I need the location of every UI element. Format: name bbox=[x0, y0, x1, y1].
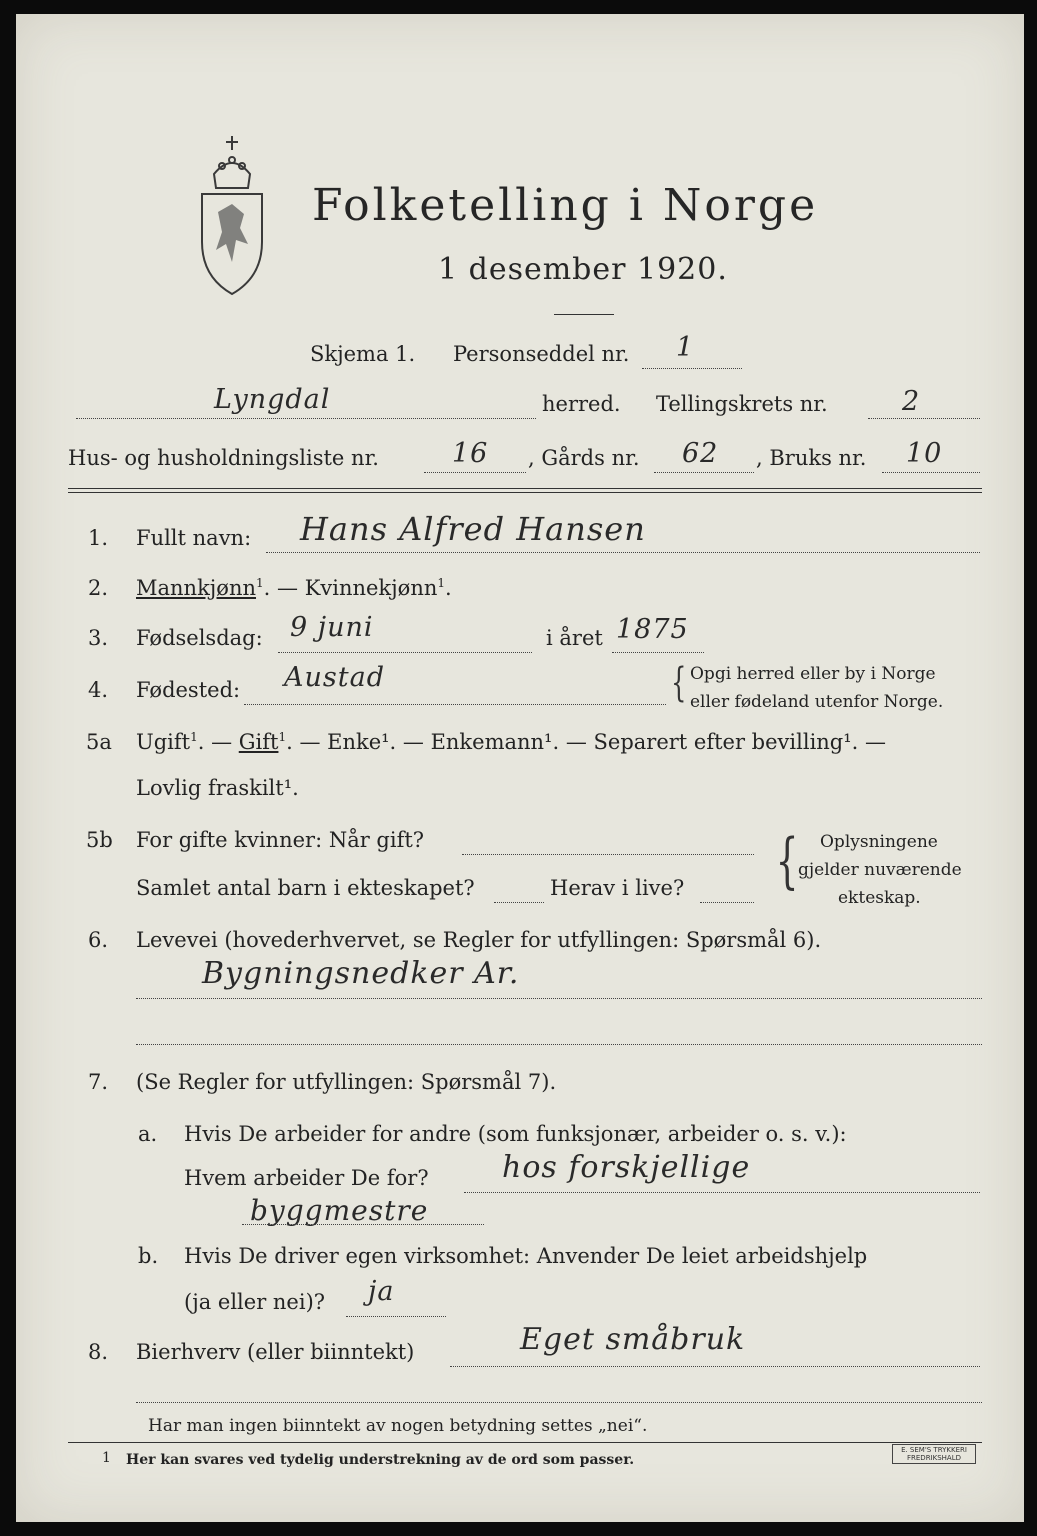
q7b-question: (ja eller nei)? bbox=[184, 1290, 326, 1314]
q7a-question: Hvem arbeider De for? bbox=[184, 1166, 429, 1190]
q1-label: Fullt navn: bbox=[136, 526, 252, 550]
bruks-label: , Bruks nr. bbox=[756, 446, 867, 470]
q5b-note-1: Oplysningene bbox=[820, 832, 938, 852]
birthplace-value: Austad bbox=[284, 662, 385, 693]
footnote-text: Her kan svares ved tydelig understrekning av de ord som passer. bbox=[126, 1452, 635, 1468]
q4-label: Fødested: bbox=[136, 678, 241, 702]
gards-value: 62 bbox=[682, 438, 719, 469]
census-form-page: Folketelling i Norge 1 desember 1920. Skjema 1. Personseddel nr. 1 Lyngdal herred. Tellingskrets nr. 2 Hus- og husholdningsliste nr. 16 , Gårds nr. 62 , Bruks nr. 10 1. Fullt navn: Hans Alfred Hansen 2. Mannkjønn$^1$. — Kvinnekjønn$^1$. 3. Fødselsdag: 9 juni i året 1875 4. Fødested: Austad { Opgi herred eller by i Norge eller fødeland utenfor Norge. 5a Ugift$^1$. — Gift$^1$. — Enke¹. — Enkemann¹. — Separert efter bevilling¹. — Lovlig fraskilt¹. 5b For gifte kvinner: Når gift? Samlet antal barn i ekteskapet? Herav i live? { Oplysningene gjelder nuværende ekteskap. 6. Levevei (hovederhvervet, se Regler for utfyllingen: Spørsmål 6). Bygningsnedker Ar. 7. (Se Regler for utfyllingen: Spørsmål 7). a. Hvis De arbeider for andre (som funksjonær, arbeider o. s. v.): Hvem arbeider De for? hos forskjellige byggmestre b. Hvis De driver egen virksomhet: Anvender De leiet arbeidshjelp (ja eller nei)? ja 8. Bierhverv (eller biinntekt) Eget småbruk Har man ingen biinntekt av nogen betydning settes „nei“. 1 Her kan svares ved tydelig understrekning av de ord som passer. E. SEM'S TRYKKERI FREDRIKSHALD bbox=[16, 14, 1024, 1522]
marital-status-options: Ugift$^1$. — Gift$^1$. — Enke¹. — Enkemann¹. — Separert efter bevilling¹. — bbox=[136, 730, 887, 754]
birthplace-note-1: Opgi herred eller by i Norge bbox=[690, 664, 936, 684]
schema-label: Skjema 1. bbox=[310, 342, 416, 366]
herred-value: Lyngdal bbox=[214, 384, 331, 415]
q6-number: 6. bbox=[88, 928, 109, 952]
q5b-note-3: ekteskap. bbox=[838, 888, 921, 908]
footer-note: Har man ingen biinntekt av nogen betydning settes „nei“. bbox=[148, 1416, 648, 1436]
gender-options: Mannkjønn$^1$. — Kvinnekjønn$^1$. bbox=[136, 576, 452, 600]
status-ugift: Ugift bbox=[136, 730, 191, 754]
q7b-text: Hvis De driver egen virksomhet: Anvender De leiet arbeidshjelp bbox=[184, 1244, 868, 1268]
printer-stamp: E. SEM'S TRYKKERI FREDRIKSHALD bbox=[892, 1444, 976, 1464]
q3-label: Fødselsdag: bbox=[136, 626, 263, 650]
q2-number: 2. bbox=[88, 576, 109, 600]
birthplace-note-2: eller fødeland utenfor Norge. bbox=[690, 692, 944, 712]
household-list-value: 16 bbox=[452, 438, 489, 469]
employer-value-1: hos forskjellige bbox=[502, 1150, 751, 1185]
full-name-value: Hans Alfred Hansen bbox=[300, 510, 646, 548]
year-label: i året bbox=[546, 626, 603, 650]
gender-female: Kvinnekjønn bbox=[304, 576, 438, 600]
footer-divider bbox=[68, 1442, 982, 1443]
q5b-children-label: Samlet antal barn i ekteskapet? bbox=[136, 876, 475, 900]
tellingskrets-label: Tellingskrets nr. bbox=[656, 392, 828, 416]
personseddel-value: 1 bbox=[676, 332, 695, 363]
q7a-letter: a. bbox=[138, 1122, 158, 1146]
title-divider bbox=[554, 314, 614, 315]
employer-value-2: byggmestre bbox=[250, 1194, 429, 1227]
footnote-mark: 1 bbox=[102, 1450, 111, 1466]
census-date: 1 desember 1920. bbox=[438, 252, 728, 287]
q5a-number: 5a bbox=[86, 730, 112, 754]
birthday-value: 9 juni bbox=[290, 612, 374, 643]
coat-of-arms-icon bbox=[192, 132, 272, 302]
q1-number: 1. bbox=[88, 526, 109, 550]
q7-label: (Se Regler for utfyllingen: Spørsmål 7). bbox=[136, 1070, 557, 1094]
household-list-label: Hus- og husholdningsliste nr. bbox=[68, 446, 379, 470]
q5b-when-married-label: For gifte kvinner: Når gift? bbox=[136, 828, 425, 852]
q7-number: 7. bbox=[88, 1070, 109, 1094]
hired-help-value: ja bbox=[368, 1276, 395, 1307]
q8-number: 8. bbox=[88, 1340, 109, 1364]
q5b-number: 5b bbox=[86, 828, 113, 852]
bruks-value: 10 bbox=[906, 438, 943, 469]
q4-number: 4. bbox=[88, 678, 109, 702]
q3-number: 3. bbox=[88, 626, 109, 650]
q8-label: Bierhverv (eller biinntekt) bbox=[136, 1340, 415, 1364]
q6-label: Levevei (hovederhvervet, se Regler for utfyllingen: Spørsmål 6). bbox=[136, 928, 822, 952]
header-divider bbox=[68, 488, 982, 489]
personseddel-label: Personseddel nr. bbox=[453, 342, 630, 366]
gender-male: Mannkjønn bbox=[136, 576, 257, 600]
birth-year-value: 1875 bbox=[616, 614, 689, 645]
side-income-value: Eget småbruk bbox=[520, 1322, 746, 1357]
herred-label: herred. bbox=[542, 392, 621, 416]
marital-status-line-2: Lovlig fraskilt¹. bbox=[136, 776, 299, 800]
form-title: Folketelling i Norge bbox=[312, 180, 819, 231]
occupation-value: Bygningsnedker Ar. bbox=[202, 956, 520, 991]
q5b-living-label: Herav i live? bbox=[550, 876, 685, 900]
tellingskrets-value: 2 bbox=[902, 386, 921, 417]
q7b-letter: b. bbox=[138, 1244, 159, 1268]
q5b-note-2: gjelder nuværende bbox=[798, 860, 962, 880]
q7a-text: Hvis De arbeider for andre (som funksjonær, arbeider o. s. v.): bbox=[184, 1122, 847, 1146]
gards-label: , Gårds nr. bbox=[528, 446, 640, 470]
status-gift: Gift bbox=[238, 730, 279, 754]
